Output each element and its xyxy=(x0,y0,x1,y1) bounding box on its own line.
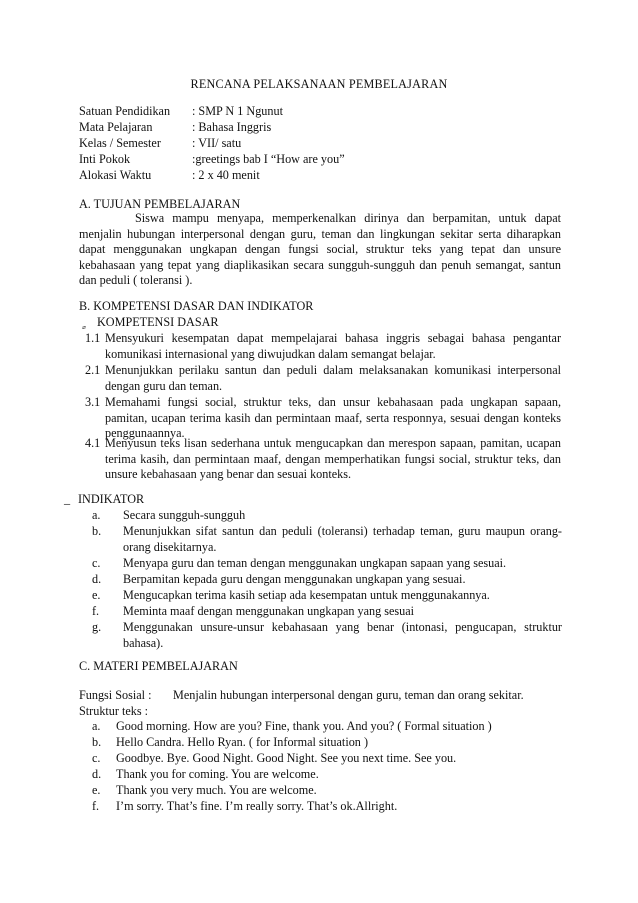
indikator-text: Meminta maaf dengan menggunakan ungkapan yang sesuai xyxy=(123,604,415,618)
kd-item xyxy=(85,331,561,362)
struktur-item xyxy=(92,719,562,735)
struktur-mark: d. xyxy=(92,767,102,781)
indikator-item xyxy=(92,556,562,572)
kd-item xyxy=(85,395,561,442)
identity-label: Satuan Pendidikan xyxy=(79,104,171,118)
struktur-teks-label: Struktur teks : xyxy=(79,704,149,718)
section-b-heading: B. KOMPETENSI DASAR DAN INDIKATOR xyxy=(79,299,314,313)
indikator-text: Mengucapkan terima kasih setiap ada kesempatan untuk menggunakannya. xyxy=(123,588,490,602)
struktur-mark: a. xyxy=(92,719,101,733)
indikator-text: Secara sungguh-sungguh xyxy=(123,508,246,522)
fungsi-sosial-text: Menjalin hubungan interpersonal dengan guru, teman dan orang sekitar. xyxy=(173,688,524,702)
identity-value: : Bahasa Inggris xyxy=(192,120,272,134)
struktur-mark: b. xyxy=(92,735,102,749)
indikator-item xyxy=(92,604,562,620)
kompetensi-dasar-label: KOMPETENSI DASAR xyxy=(97,315,219,329)
indikator-mark: a. xyxy=(92,508,101,522)
struktur-item xyxy=(92,735,562,751)
struktur-text: Goodbye. Bye. Good Night. Good Night. See you next time. See you. xyxy=(116,751,457,765)
indikator-mark: d. xyxy=(92,572,102,586)
identity-value: : SMP N 1 Ngunut xyxy=(192,104,283,118)
identity-row xyxy=(79,152,345,168)
kd-number: 3.1 xyxy=(85,395,101,409)
identity-row xyxy=(79,136,345,152)
indikator-mark: g. xyxy=(92,620,102,634)
kd-text: Menyusun teks lisan sederhana untuk mengucapkan dan merespon sapaan, pamitan, ucapan terima kasih, dan permintaan maaf, dengan memperhatikan fungsi social, struktur teks, dan unsure kebahasaan yang benar dan sesuai konteks. xyxy=(105,436,561,482)
indikator-mark: c. xyxy=(92,556,101,570)
page-title: RENCANA PELAKSANAAN PEMBELAJARAN xyxy=(190,77,448,91)
kd-text: Menunjukkan perilaku santun dan peduli dalam melaksanakan komunikasi interpersonal dengan guru dan teman. xyxy=(105,363,561,393)
indikator-text: Berpamitan kepada guru dengan menggunakan ungkapan yang sesuai. xyxy=(123,572,466,586)
identity-label: Kelas / Semester xyxy=(79,136,161,150)
indikator-heading-mark: _ xyxy=(64,492,71,506)
identity-value: : 2 x 40 menit xyxy=(192,168,260,182)
struktur-text: Thank you for coming. You are welcome. xyxy=(116,767,319,781)
indikator-text: Menyapa guru dan teman dengan menggunakan ungkapan sapaan yang sesuai. xyxy=(123,556,507,570)
identity-value: :greetings bab I “How are you” xyxy=(192,152,345,166)
kd-text: Mensyukuri kesempatan dapat mempelajarai bahasa inggris sebagai bahasa pengantar komunikasi internasional yang diwujudkan dalam semangat belajar. xyxy=(105,331,561,361)
struktur-text: I’m sorry. That’s fine. I’m really sorry. That’s ok.Allright. xyxy=(116,799,398,813)
section-c-heading: C. MATERI PEMBELAJARAN xyxy=(79,659,238,673)
indikator-item xyxy=(92,572,562,588)
kd-item xyxy=(85,363,561,394)
indikator-item xyxy=(92,588,562,604)
struktur-item xyxy=(92,751,562,767)
identity-label: Alokasi Waktu xyxy=(79,168,152,182)
struktur-item xyxy=(92,767,562,783)
struktur-text: Good morning. How are you? Fine, thank you. And you? ( Formal situation ) xyxy=(116,719,492,733)
identity-label: Inti Pokok xyxy=(79,152,131,166)
struktur-item xyxy=(92,783,562,799)
indikator-item xyxy=(92,620,562,651)
indikator-item xyxy=(92,524,562,555)
kd-number: 4.1 xyxy=(85,436,101,450)
section-a-body xyxy=(79,211,561,289)
struktur-item xyxy=(92,799,562,815)
indikator-item xyxy=(92,508,562,524)
identity-row xyxy=(79,120,345,136)
identity-row xyxy=(79,104,345,120)
section-a-heading: A. TUJUAN PEMBELAJARAN xyxy=(79,197,241,211)
indikator-mark: f. xyxy=(92,604,100,618)
kd-number: 1.1 xyxy=(85,331,101,345)
identity-table xyxy=(79,104,345,184)
indikator-text: Menunjukkan sifat santun dan peduli (toleransi) terhadap teman, guru maupun orang-orang disekitarnya. xyxy=(123,524,562,554)
indikator-mark: b. xyxy=(92,524,102,538)
struktur-text: Hello Candra. Hello Ryan. ( for Informal situation ) xyxy=(116,735,368,749)
fungsi-sosial-label: Fungsi Sosial : xyxy=(79,688,152,702)
struktur-mark: f. xyxy=(92,799,100,813)
identity-label: Mata Pelajaran xyxy=(79,120,153,134)
kd-item xyxy=(85,436,561,483)
section-a-text: Siswa mampu menyapa, memperkenalkan dirinya dan berpamitan, untuk dapat menjalin hubungan interpersonal dengan guru, teman dan lingkungan sekitar serta diharapkan dapat menggunakan ungkapan dengan fungsi social, struktur teks yang tepat dan unsure kebahasaan yang tepat yang diaplikasikan secara sungguh-sungguh dan penuh semangat, santun dan peduli ( toleransi ). xyxy=(79,211,561,288)
fungsi-sosial-row xyxy=(79,688,561,704)
identity-value: : VII/ satu xyxy=(192,136,242,150)
kd-text: Memahami fungsi social, struktur teks, dan unsur kebahasaan pada ungkapan sapaan, pamitan, ucapan terima kasih dan permintaan maaf, serta responnya, sesuai dengan konteks penggunaannya. xyxy=(105,395,561,441)
kd-number: 2.1 xyxy=(85,363,101,377)
identity-row xyxy=(79,168,345,184)
struktur-mark: e. xyxy=(92,783,101,797)
struktur-mark: c. xyxy=(92,751,101,765)
indikator-label: INDIKATOR xyxy=(78,492,145,506)
indikator-heading xyxy=(64,492,144,508)
struktur-text: Thank you very much. You are welcome. xyxy=(116,783,317,797)
indikator-text: Menggunakan unsure-unsur kebahasaan yang benar (intonasi, pengucapan, struktur bahasa). xyxy=(123,620,562,650)
indikator-mark: e. xyxy=(92,588,101,602)
kompetensi-dasar-heading xyxy=(81,315,219,331)
sub-heading-mark xyxy=(81,315,97,331)
